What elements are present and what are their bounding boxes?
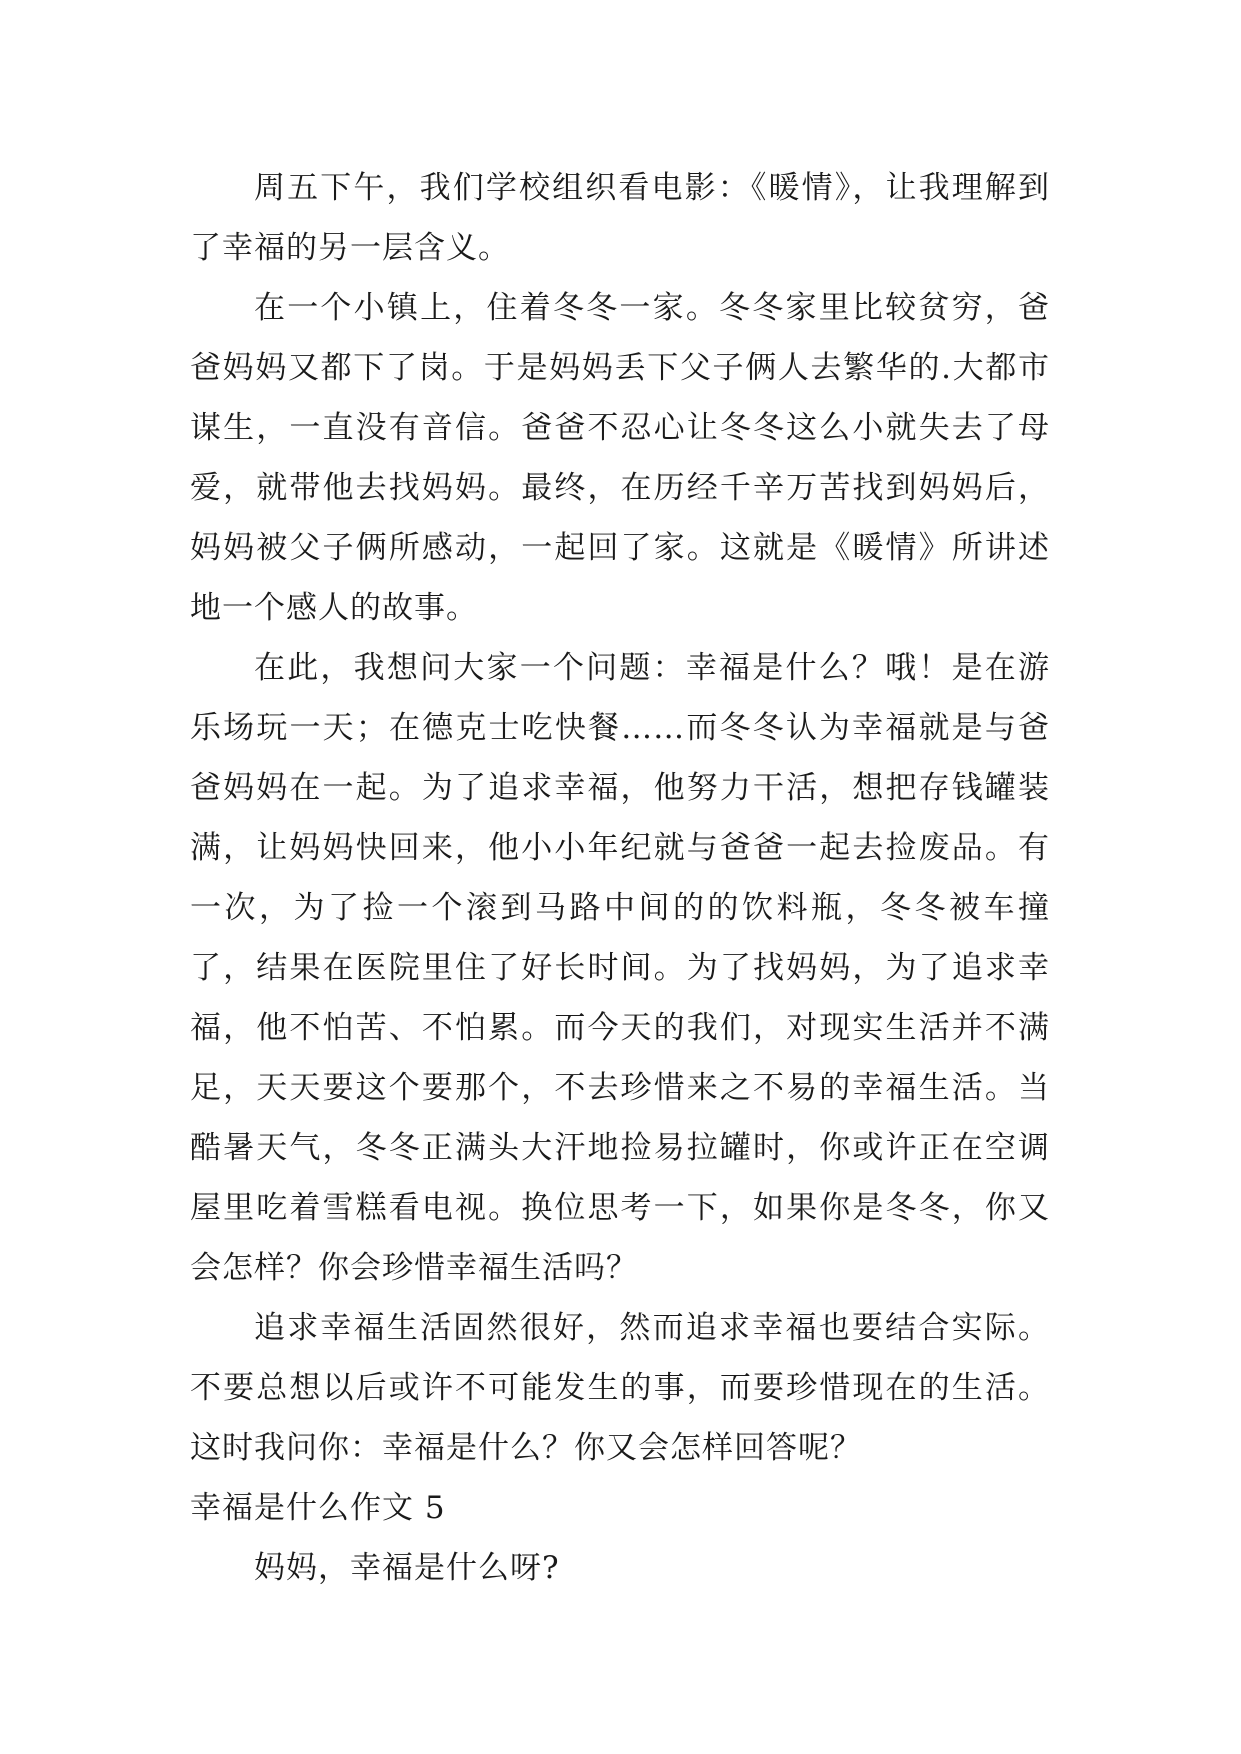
paragraph-5: 妈妈，幸福是什么呀?	[254, 1550, 560, 1586]
paragraph-3: 在此，我想问大家一个问题：幸福是什么？哦！是在游乐场玩一天；在德克士吃快餐……而冬冬认为幸福就是与爸爸妈妈在一起。为了追求幸福，他努力干活，想把存钱罐装满，让妈妈快回来，他小小年纪就与爸爸一起去捡废品。有一次，为了捡一个滚到马路中间的的饮料瓶，冬冬被车撞了，结果在医院里住了好长时间。为了找妈妈，为了追求幸福，他不怕苦、不怕累。而今天的我们，对现实生活并不满足，天天要这个要那个，不去珍惜来之不易的幸福生活。当酷暑天气，冬冬正满头大汗地捡易拉罐时，你或许正在空调屋里吃着雪糕看电视。换位思考一下，如果你是冬冬，你又会怎样？你会珍惜幸福生活吗？	[190, 650, 1050, 1286]
document-body	[190, 158, 1050, 1598]
paragraph-2: 在一个小镇上，住着冬冬一家。冬冬家里比较贫穷，爸爸妈妈又都下了岗。于是妈妈丢下父子俩人去繁华的.大都市谋生，一直没有音信。爸爸不忍心让冬冬这么小就失去了母爱，就带他去找妈妈。最终，在历经千辛万苦找到妈妈后，妈妈被父子俩所感动，一起回了家。这就是《暖情》所讲述地一个感人的故事。	[190, 290, 1050, 626]
section-heading: 幸福是什么作文 5	[190, 1490, 446, 1526]
paragraph-1: 周五下午，我们学校组织看电影：《暖情》，让我理解到了幸福的另一层含义。	[190, 170, 1050, 266]
paragraph-4: 追求幸福生活固然很好，然而追求幸福也要结合实际。不要总想以后或许不可能发生的事，而要珍惜现在的生活。这时我问你：幸福是什么？你又会怎样回答呢？	[190, 1310, 1050, 1466]
